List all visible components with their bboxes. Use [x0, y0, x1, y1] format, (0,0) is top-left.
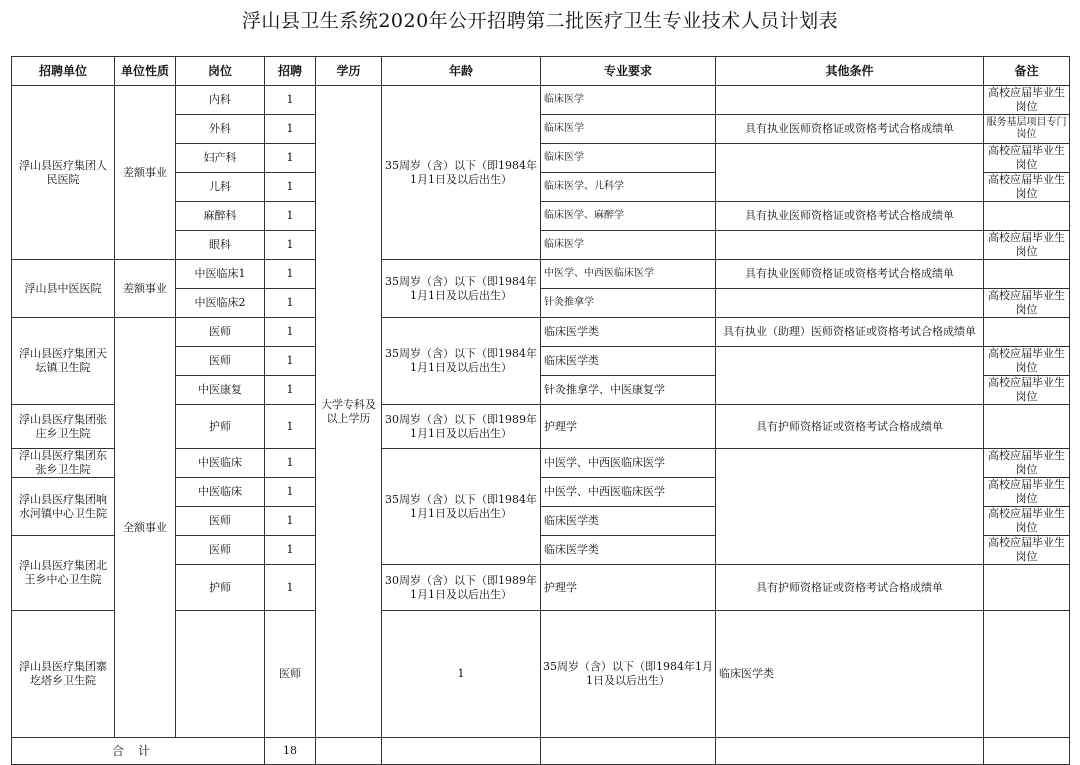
post-cell: 医师 — [265, 611, 316, 738]
post-cell: 医师 — [176, 347, 265, 376]
post-cell: 中医临床2 — [176, 289, 265, 318]
remark-cell: 高校应届毕业生岗位 — [984, 289, 1070, 318]
remark-cell: 高校应届毕业生岗位 — [984, 478, 1070, 507]
remark-cell: 高校应届毕业生岗位 — [984, 144, 1070, 173]
unit-cell: 浮山县医疗集团北王乡中心卫生院 — [12, 536, 115, 611]
count-cell: 1 — [265, 507, 316, 536]
header-unit: 招聘单位 — [12, 57, 115, 86]
count-cell: 1 — [265, 260, 316, 289]
total-empty-cell — [316, 738, 382, 765]
post-cell: 医师 — [176, 507, 265, 536]
count-cell: 1 — [265, 318, 316, 347]
count-cell: 1 — [265, 86, 316, 115]
major-cell: 临床医学类 — [541, 536, 716, 565]
remark-cell — [984, 202, 1070, 231]
count-cell: 1 — [265, 202, 316, 231]
page-title: 浮山县卫生系统2020年公开招聘第二批医疗卫生专业技术人员计划表 — [241, 10, 839, 32]
post-cell: 妇产科 — [176, 144, 265, 173]
condition-cell — [716, 231, 984, 260]
unit-cell: 浮山县医疗集团响水河镇中心卫生院 — [12, 478, 115, 536]
major-cell: 临床医学类 — [541, 507, 716, 536]
post-cell: 护师 — [176, 405, 265, 449]
header-age: 年龄 — [382, 57, 541, 86]
header-remarks: 备注 — [984, 57, 1070, 86]
condition-cell — [716, 144, 984, 202]
post-cell: 护师 — [176, 565, 265, 611]
condition-cell: 具有执业医师资格证或资格考试合格成绩单 — [716, 115, 984, 144]
age-cell: 35周岁（含）以下（即1984年1月1日及以后出生） — [382, 449, 541, 565]
remark-cell — [984, 405, 1070, 449]
post-cell: 中医临床 — [176, 478, 265, 507]
total-empty-cell — [984, 738, 1070, 765]
condition-cell: 具有护师资格证或资格考试合格成绩单 — [716, 405, 984, 449]
header-post: 岗位 — [176, 57, 265, 86]
post-cell: 麻醉科 — [176, 202, 265, 231]
condition-cell — [716, 86, 984, 115]
remark-cell: 高校应届毕业生岗位 — [984, 86, 1070, 115]
table-row — [12, 86, 1070, 115]
nature-cell — [176, 611, 265, 738]
age-cell: 30周岁（含）以下（即1989年1月1日及以后出生） — [382, 565, 541, 611]
major-cell: 临床医学类 — [716, 611, 984, 738]
header-count: 招聘 — [265, 57, 316, 86]
major-cell: 临床医学类 — [541, 318, 716, 347]
major-cell: 临床医学、儿科学 — [541, 173, 716, 202]
total-row — [12, 738, 1070, 765]
age-cell: 30周岁（含）以下（即1989年1月1日及以后出生） — [382, 405, 541, 449]
recruitment-plan-table — [11, 56, 1070, 765]
remark-cell: 高校应届毕业生岗位 — [984, 347, 1070, 376]
count-cell: 1 — [265, 144, 316, 173]
total-count: 18 — [265, 738, 316, 765]
condition-cell — [716, 289, 984, 318]
major-cell: 中医学、中西医临床医学 — [541, 260, 716, 289]
header-nature: 单位性质 — [115, 57, 176, 86]
major-cell: 护理学 — [541, 405, 716, 449]
nature-cell: 全额事业 — [115, 318, 176, 738]
nature-cell: 差额事业 — [115, 260, 176, 318]
remark-cell: 高校应届毕业生岗位 — [984, 536, 1070, 565]
remark-cell — [984, 260, 1070, 289]
table-row — [12, 318, 1070, 347]
total-empty-cell — [541, 738, 716, 765]
total-empty-cell — [716, 738, 984, 765]
count-cell: 1 — [265, 405, 316, 449]
major-cell: 针灸推拿学、中医康复学 — [541, 376, 716, 405]
post-cell: 儿科 — [176, 173, 265, 202]
post-cell: 医师 — [176, 536, 265, 565]
unit-cell: 浮山县医疗集团人民医院 — [12, 86, 115, 260]
remark-cell: 高校应届毕业生岗位 — [984, 449, 1070, 478]
major-cell: 中医学、中西医临床医学 — [541, 478, 716, 507]
age-cell: 35周岁（含）以下（即1984年1月1日及以后出生） — [382, 260, 541, 318]
count-cell: 1 — [382, 611, 541, 738]
post-cell: 医师 — [176, 318, 265, 347]
condition-cell — [984, 611, 1070, 738]
major-cell: 临床医学、麻醉学 — [541, 202, 716, 231]
table-row — [12, 260, 1070, 289]
header-other-conditions: 其他条件 — [716, 57, 984, 86]
total-empty-cell — [382, 738, 541, 765]
count-cell: 1 — [265, 115, 316, 144]
condition-cell — [716, 449, 984, 565]
unit-cell: 浮山县医疗集团张庄乡卫生院 — [12, 405, 115, 449]
post-cell: 眼科 — [176, 231, 265, 260]
nature-cell: 差额事业 — [115, 86, 176, 260]
major-cell: 护理学 — [541, 565, 716, 611]
age-cell: 35周岁（含）以下（即1984年1月1日及以后出生） — [382, 318, 541, 405]
major-cell: 临床医学 — [541, 86, 716, 115]
count-cell: 1 — [265, 289, 316, 318]
age-cell: 35周岁（含）以下（即1984年1月1日及以后出生） — [541, 611, 716, 738]
post-cell: 内科 — [176, 86, 265, 115]
major-cell: 临床医学 — [541, 231, 716, 260]
post-cell: 中医临床1 — [176, 260, 265, 289]
header-education: 学历 — [316, 57, 382, 86]
unit-cell: 浮山县医疗集团寨圪塔乡卫生院 — [12, 611, 115, 738]
remark-cell: 高校应届毕业生岗位 — [984, 173, 1070, 202]
post-cell: 中医临床 — [176, 449, 265, 478]
remark-cell — [984, 565, 1070, 611]
condition-cell: 具有执业（助理）医师资格证或资格考试合格成绩单 — [716, 318, 984, 347]
unit-cell: 浮山县医疗集团天坛镇卫生院 — [12, 318, 115, 405]
total-label: 合计 — [12, 738, 265, 765]
age-cell: 35周岁（含）以下（即1984年1月1日及以后出生） — [382, 86, 541, 260]
major-cell: 针灸推拿学 — [541, 289, 716, 318]
header-major: 专业要求 — [541, 57, 716, 86]
count-cell: 1 — [265, 536, 316, 565]
condition-cell — [716, 347, 984, 405]
count-cell: 1 — [265, 231, 316, 260]
condition-cell: 具有执业医师资格证或资格考试合格成绩单 — [716, 202, 984, 231]
count-cell: 1 — [265, 376, 316, 405]
unit-cell: 浮山县中医医院 — [12, 260, 115, 318]
count-cell: 1 — [265, 347, 316, 376]
unit-cell: 浮山县医疗集团东张乡卫生院 — [12, 449, 115, 478]
remark-cell: 高校应届毕业生岗位 — [984, 376, 1070, 405]
major-cell: 临床医学 — [541, 144, 716, 173]
major-cell: 临床医学类 — [541, 347, 716, 376]
condition-cell: 具有护师资格证或资格考试合格成绩单 — [716, 565, 984, 611]
condition-cell: 具有执业医师资格证或资格考试合格成绩单 — [716, 260, 984, 289]
remark-cell: 高校应届毕业生岗位 — [984, 231, 1070, 260]
education-cell: 大学专科及以上学历 — [316, 86, 382, 738]
count-cell: 1 — [265, 449, 316, 478]
count-cell: 1 — [265, 565, 316, 611]
remark-cell: 服务基层项目专门岗位 — [984, 115, 1070, 144]
post-cell: 外科 — [176, 115, 265, 144]
remark-cell: 高校应届毕业生岗位 — [984, 507, 1070, 536]
major-cell: 中医学、中西医临床医学 — [541, 449, 716, 478]
count-cell: 1 — [265, 173, 316, 202]
post-cell: 中医康复 — [176, 376, 265, 405]
major-cell: 临床医学 — [541, 115, 716, 144]
count-cell: 1 — [265, 478, 316, 507]
remark-cell — [984, 318, 1070, 347]
header-row — [12, 57, 1070, 86]
